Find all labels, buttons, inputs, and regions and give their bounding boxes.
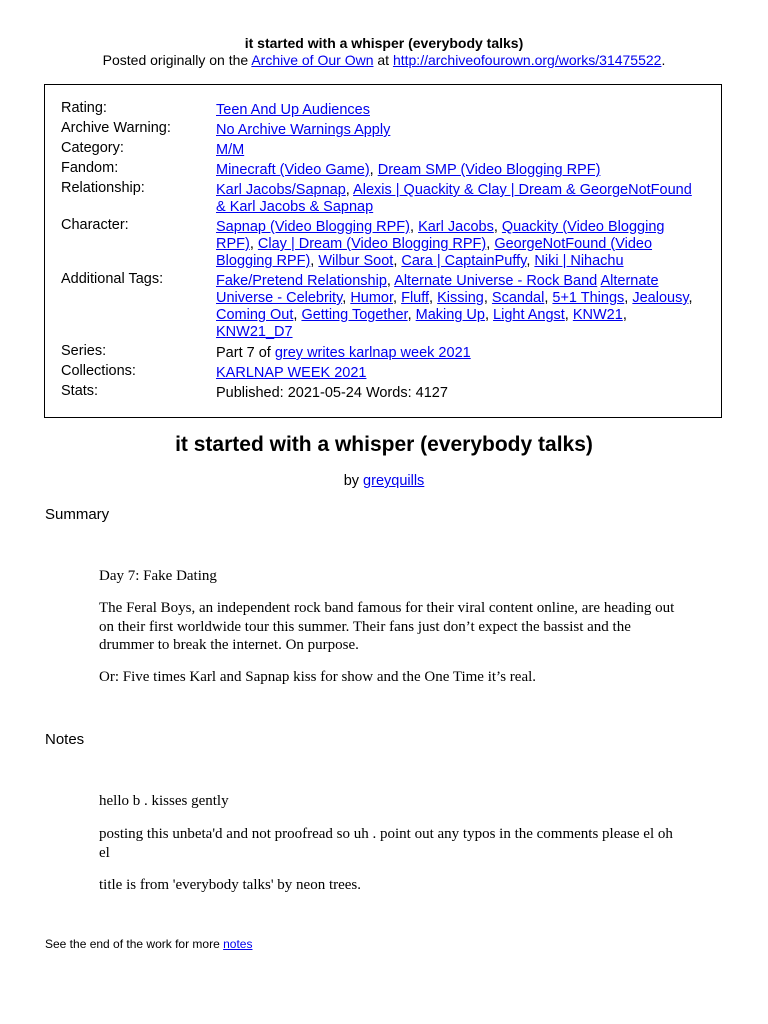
category-link[interactable]: M/M bbox=[216, 142, 245, 158]
series-prefix: Part 7 of bbox=[216, 345, 271, 361]
end-notes-pointer bbox=[45, 937, 252, 951]
author-link[interactable]: greyquills bbox=[363, 473, 425, 489]
character-label: Character: bbox=[61, 217, 129, 233]
series-link[interactable]: grey writes karlnap week 2021 bbox=[274, 345, 471, 361]
rating-value-wrap bbox=[216, 102, 701, 119]
relationship-label: Relationship: bbox=[61, 180, 145, 196]
work-title: it started with a whisper (everybody talks) bbox=[175, 433, 593, 456]
tag-link[interactable]: Making Up bbox=[415, 307, 485, 323]
summary-paragraph: Day 7: Fake Dating bbox=[99, 568, 217, 584]
tag-link[interactable]: Fake/Pretend Relationship bbox=[216, 273, 387, 289]
summary-paragraph: Or: Five times Karl and Sapnap kiss for show and the One Time it’s real. bbox=[99, 669, 537, 685]
document-header bbox=[0, 35, 768, 69]
stats-label: Stats: bbox=[61, 383, 99, 399]
fandom-link[interactable]: Minecraft (Video Game) bbox=[216, 162, 370, 178]
fandom-link[interactable]: Dream SMP (Video Blogging RPF) bbox=[377, 162, 601, 178]
stats-value: Published: 2021-05-24 Words: 4127 bbox=[216, 385, 448, 401]
tag-link[interactable]: Fluff bbox=[401, 290, 430, 306]
warning-value-wrap bbox=[216, 122, 701, 139]
tag-link[interactable]: KNW21_D7 bbox=[216, 324, 293, 340]
notes-paragraph: title is from 'everybody talks' by neon trees. bbox=[99, 877, 362, 893]
collection-link[interactable]: KARLNAP WEEK 2021 bbox=[216, 365, 367, 381]
tag-link[interactable]: Humor bbox=[350, 290, 394, 306]
character-link[interactable]: Niki | Nihachu bbox=[534, 253, 624, 269]
posted-prefix: Posted originally on the bbox=[102, 52, 249, 68]
notes-paragraph: posting this unbeta'd and not proofread so uh . point out any typos in the comments please el oh el bbox=[99, 826, 673, 861]
series-value-wrap bbox=[216, 345, 701, 362]
end-notes-text: See the end of the work for more bbox=[45, 937, 220, 951]
by-word: by bbox=[343, 473, 360, 489]
category-value-wrap bbox=[216, 142, 701, 159]
character-link[interactable]: Cara | CaptainPuffy bbox=[401, 253, 527, 269]
category-label: Category: bbox=[61, 140, 124, 156]
end-notes-link[interactable]: notes bbox=[223, 937, 253, 951]
tag-link[interactable]: Alternate Universe - Rock Band bbox=[394, 273, 598, 289]
byline bbox=[0, 473, 768, 489]
archive-link[interactable]: Archive of Our Own bbox=[251, 52, 374, 68]
character-link[interactable]: GeorgeNotFound (Video Blogging RPF) bbox=[216, 236, 653, 269]
relationship-link[interactable]: Alexis | Quackity & Clay | Dream & GeorgeNotFound & Karl Jacobs & Sapnap bbox=[216, 182, 692, 215]
collections-value-wrap bbox=[216, 365, 701, 382]
summary-heading: Summary bbox=[45, 506, 110, 523]
warning-link[interactable]: No Archive Warnings Apply bbox=[216, 122, 391, 138]
tag-link[interactable]: Scandal bbox=[491, 290, 545, 306]
tag-link[interactable]: 5+1 Things bbox=[552, 290, 625, 306]
relationship-value-wrap: Karl Jacobs/Sapnap, Alexis | Quackity & Clay | Dream & GeorgeNotFound & Karl Jacobs & Sapnap bbox=[216, 182, 692, 215]
character-link[interactable]: Wilbur Soot bbox=[318, 253, 394, 269]
character-link[interactable]: Clay | Dream (Video Blogging RPF) bbox=[257, 236, 487, 252]
fandom-value-wrap: Minecraft (Video Game), Dream SMP (Video Blogging RPF) bbox=[216, 162, 601, 178]
notes-paragraph: hello b . kisses gently bbox=[99, 793, 229, 809]
additional-tags-label: Additional Tags: bbox=[61, 271, 164, 287]
at-word: at bbox=[377, 52, 390, 68]
summary-paragraph: The Feral Boys, an independent rock band famous for their viral content online, are heading out on their first worldwide tour this summer. Their fans just don’t expect the bassist and the drummer to break the internet. On purpose. bbox=[99, 600, 675, 653]
tag-link[interactable]: Coming Out bbox=[216, 307, 294, 323]
metadata-box bbox=[44, 84, 722, 418]
rating-link[interactable]: Teen And Up Audiences bbox=[216, 102, 370, 118]
tag-link[interactable]: Kissing bbox=[437, 290, 484, 306]
fandom-label: Fandom: bbox=[61, 160, 119, 176]
header-title: it started with a whisper (everybody talks) bbox=[244, 35, 524, 51]
character-link[interactable]: Quackity (Video Blogging RPF) bbox=[216, 219, 665, 252]
period: . bbox=[661, 52, 666, 68]
warning-label: Archive Warning: bbox=[61, 120, 171, 136]
tag-link[interactable]: KNW21 bbox=[572, 307, 623, 323]
additional-tags-value-wrap: Fake/Pretend Relationship, Alternate Universe - Rock Band Alternate Universe - Celebrity, Humor, Fluff, Kissing, Scandal, 5+1 Things, Jealousy, Coming Out, Getting Together, Making Up, Light Angst, KNW21, KNW21_D7 bbox=[216, 273, 693, 340]
character-link[interactable]: Sapnap (Video Blogging RPF) bbox=[216, 219, 410, 235]
series-label: Series: bbox=[61, 343, 107, 359]
relationship-link[interactable]: Karl Jacobs/Sapnap bbox=[216, 182, 346, 198]
tag-link[interactable]: Light Angst bbox=[493, 307, 565, 323]
work-url-link[interactable]: http://archiveofourown.org/works/31475522 bbox=[392, 52, 662, 68]
character-link[interactable]: Karl Jacobs bbox=[418, 219, 494, 235]
tag-link[interactable]: Alternate Universe - Celebrity bbox=[216, 273, 659, 306]
collections-label: Collections: bbox=[61, 363, 136, 379]
tag-link[interactable]: Getting Together bbox=[301, 307, 408, 323]
tag-link[interactable]: Jealousy bbox=[632, 290, 689, 306]
notes-heading: Notes bbox=[45, 731, 85, 748]
posted-line bbox=[0, 52, 768, 69]
character-value-wrap: Sapnap (Video Blogging RPF), Karl Jacobs, Quackity (Video Blogging RPF), Clay | Dream (Video Blogging RPF), GeorgeNotFound (Video Blogging RPF), Wilbur Soot, Cara | CaptainPuffy, Niki | Nihachu bbox=[216, 219, 665, 269]
rating-label: Rating: bbox=[61, 100, 107, 116]
